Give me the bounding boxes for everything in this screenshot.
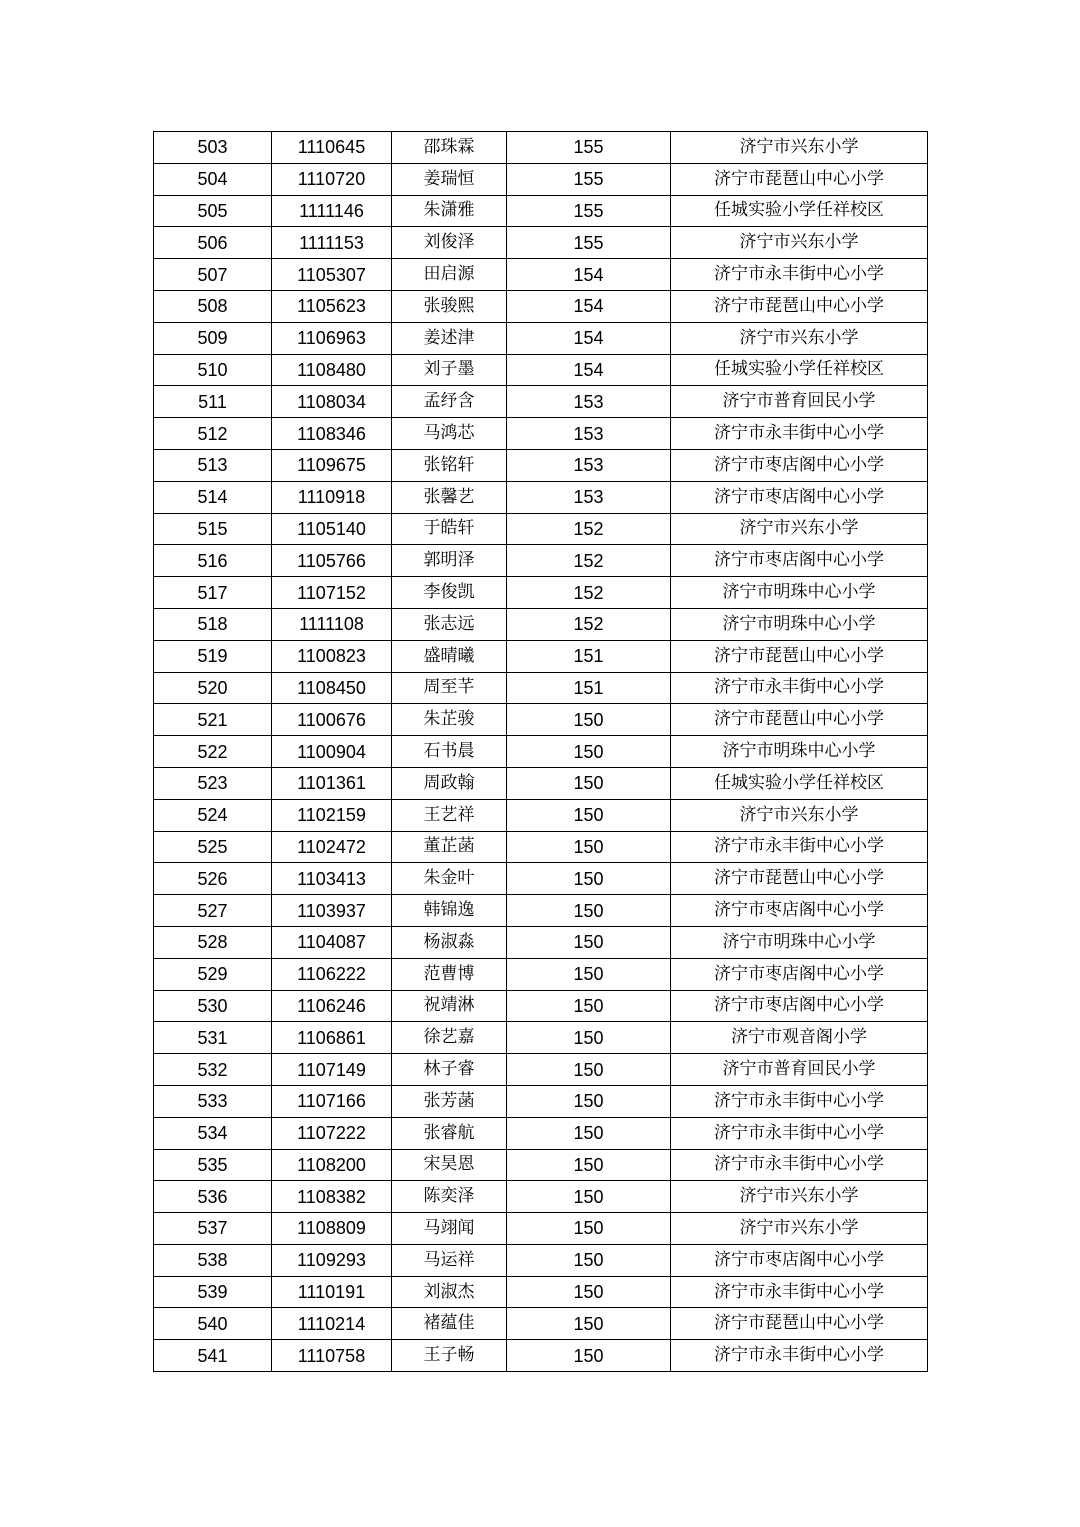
school-cell: 济宁市琵琶山中心小学 [671,1308,928,1340]
table-row [154,577,928,609]
school-cell: 济宁市明珠中心小学 [671,577,928,609]
rank-cell: 504 [154,163,272,195]
exam-id-cell: 1104087 [272,926,392,958]
student-name-cell: 朱潇雅 [392,195,507,227]
rank-cell: 538 [154,1244,272,1276]
school-cell: 济宁市琵琶山中心小学 [671,163,928,195]
student-name-cell: 马鸿芯 [392,418,507,450]
rank-cell: 536 [154,1181,272,1213]
rank-cell: 533 [154,1085,272,1117]
exam-id-cell: 1108809 [272,1213,392,1245]
rank-cell: 509 [154,322,272,354]
table-row [154,195,928,227]
table-row [154,767,928,799]
rank-cell: 537 [154,1213,272,1245]
school-cell: 济宁市永丰街中心小学 [671,1085,928,1117]
score-cell: 151 [507,672,671,704]
score-cell: 154 [507,259,671,291]
exam-id-cell: 1100823 [272,640,392,672]
school-cell: 济宁市枣店阁中心小学 [671,895,928,927]
exam-id-cell: 1106861 [272,1022,392,1054]
student-name-cell: 姜瑞恒 [392,163,507,195]
student-name-cell: 徐艺嘉 [392,1022,507,1054]
student-name-cell: 张铭轩 [392,449,507,481]
score-cell: 150 [507,1149,671,1181]
rank-cell: 524 [154,799,272,831]
score-cell: 153 [507,481,671,513]
score-cell: 151 [507,640,671,672]
score-cell: 153 [507,449,671,481]
score-cell: 150 [507,1117,671,1149]
table-row [154,132,928,164]
rank-cell: 510 [154,354,272,386]
score-cell: 150 [507,1181,671,1213]
rank-cell: 505 [154,195,272,227]
school-cell: 济宁市永丰街中心小学 [671,1276,928,1308]
student-name-cell: 王子畅 [392,1340,507,1372]
student-name-cell: 祝靖淋 [392,990,507,1022]
school-cell: 济宁市普育回民小学 [671,1054,928,1086]
student-name-cell: 李俊凯 [392,577,507,609]
exam-id-cell: 1101361 [272,767,392,799]
student-name-cell: 盛晴曦 [392,640,507,672]
score-cell: 150 [507,736,671,768]
table-row [154,1340,928,1372]
school-cell: 济宁市琵琶山中心小学 [671,290,928,322]
student-name-cell: 于皓轩 [392,513,507,545]
exam-id-cell: 1100676 [272,704,392,736]
student-name-cell: 张志远 [392,608,507,640]
rank-cell: 507 [154,259,272,291]
rank-cell: 535 [154,1149,272,1181]
table-row [154,736,928,768]
school-cell: 济宁市枣店阁中心小学 [671,449,928,481]
rank-cell: 513 [154,449,272,481]
student-name-cell: 刘淑杰 [392,1276,507,1308]
score-cell: 150 [507,990,671,1022]
school-cell: 济宁市枣店阁中心小学 [671,1244,928,1276]
rank-cell: 531 [154,1022,272,1054]
student-name-cell: 韩锦逸 [392,895,507,927]
exam-id-cell: 1107152 [272,577,392,609]
exam-id-cell: 1106246 [272,990,392,1022]
rank-cell: 530 [154,990,272,1022]
score-cell: 150 [507,958,671,990]
score-cell: 150 [507,895,671,927]
score-cell: 155 [507,195,671,227]
student-name-cell: 杨淑淼 [392,926,507,958]
exam-id-cell: 1108200 [272,1149,392,1181]
rank-cell: 515 [154,513,272,545]
rank-cell: 522 [154,736,272,768]
score-cell: 154 [507,290,671,322]
student-name-cell: 周至芊 [392,672,507,704]
student-name-cell: 褚蕴佳 [392,1308,507,1340]
student-name-cell: 田启源 [392,259,507,291]
student-name-cell: 郭明泽 [392,545,507,577]
table-row [154,259,928,291]
table-row [154,1054,928,1086]
score-cell: 152 [507,513,671,545]
exam-id-cell: 1107149 [272,1054,392,1086]
student-name-cell: 董芷菡 [392,831,507,863]
table-row [154,1276,928,1308]
exam-id-cell: 1108450 [272,672,392,704]
student-name-cell: 张骏熙 [392,290,507,322]
exam-id-cell: 1109293 [272,1244,392,1276]
school-cell: 济宁市琵琶山中心小学 [671,863,928,895]
student-name-cell: 范曹博 [392,958,507,990]
rank-cell: 520 [154,672,272,704]
exam-id-cell: 1107166 [272,1085,392,1117]
school-cell: 济宁市兴东小学 [671,799,928,831]
exam-id-cell: 1103937 [272,895,392,927]
score-cell: 154 [507,354,671,386]
student-name-cell: 邵珠霖 [392,132,507,164]
exam-id-cell: 1105140 [272,513,392,545]
student-name-cell: 林子睿 [392,1054,507,1086]
score-cell: 150 [507,1308,671,1340]
exam-id-cell: 1107222 [272,1117,392,1149]
table-row [154,290,928,322]
student-name-cell: 周政翰 [392,767,507,799]
exam-id-cell: 1110758 [272,1340,392,1372]
table-row [154,481,928,513]
score-cell: 150 [507,831,671,863]
table-row [154,1022,928,1054]
table-row [154,322,928,354]
student-name-cell: 张芳菡 [392,1085,507,1117]
table-row [154,545,928,577]
rank-cell: 516 [154,545,272,577]
student-name-cell: 马运祥 [392,1244,507,1276]
school-cell: 济宁市枣店阁中心小学 [671,958,928,990]
score-cell: 155 [507,163,671,195]
score-cell: 150 [507,1244,671,1276]
rank-cell: 529 [154,958,272,990]
table-row [154,863,928,895]
school-cell: 济宁市观音阁小学 [671,1022,928,1054]
exam-id-cell: 1110918 [272,481,392,513]
score-cell: 150 [507,1022,671,1054]
exam-id-cell: 1111146 [272,195,392,227]
rank-cell: 521 [154,704,272,736]
score-cell: 150 [507,704,671,736]
rank-cell: 514 [154,481,272,513]
rank-cell: 523 [154,767,272,799]
score-cell: 150 [507,799,671,831]
score-cell: 150 [507,1054,671,1086]
rank-cell: 518 [154,608,272,640]
school-cell: 济宁市兴东小学 [671,322,928,354]
table-row [154,895,928,927]
exam-id-cell: 1108034 [272,386,392,418]
rank-cell: 527 [154,895,272,927]
table-row [154,990,928,1022]
rank-cell: 517 [154,577,272,609]
school-cell: 济宁市枣店阁中心小学 [671,545,928,577]
table-row [154,418,928,450]
rank-cell: 525 [154,831,272,863]
school-cell: 济宁市兴东小学 [671,1213,928,1245]
school-cell: 济宁市琵琶山中心小学 [671,704,928,736]
table-row [154,1213,928,1245]
student-name-cell: 石书晨 [392,736,507,768]
exam-id-cell: 1108382 [272,1181,392,1213]
table-row [154,1149,928,1181]
student-name-cell: 刘俊泽 [392,227,507,259]
exam-id-cell: 1110191 [272,1276,392,1308]
score-cell: 153 [507,418,671,450]
exam-id-cell: 1111153 [272,227,392,259]
school-cell: 济宁市明珠中心小学 [671,736,928,768]
table-row [154,958,928,990]
score-cell: 150 [507,863,671,895]
school-cell: 济宁市兴东小学 [671,132,928,164]
score-table-body [154,132,928,1372]
student-name-cell: 宋昊恩 [392,1149,507,1181]
score-cell: 152 [507,608,671,640]
score-cell: 152 [507,577,671,609]
student-name-cell: 朱金叶 [392,863,507,895]
school-cell: 济宁市永丰街中心小学 [671,259,928,291]
score-cell: 155 [507,132,671,164]
school-cell: 济宁市明珠中心小学 [671,926,928,958]
exam-id-cell: 1110214 [272,1308,392,1340]
school-cell: 济宁市永丰街中心小学 [671,1117,928,1149]
score-cell: 150 [507,1340,671,1372]
score-cell: 155 [507,227,671,259]
table-row [154,449,928,481]
student-name-cell: 朱芷骏 [392,704,507,736]
exam-id-cell: 1105766 [272,545,392,577]
school-cell: 济宁市明珠中心小学 [671,608,928,640]
score-cell: 154 [507,322,671,354]
rank-cell: 539 [154,1276,272,1308]
exam-id-cell: 1102159 [272,799,392,831]
exam-id-cell: 1110645 [272,132,392,164]
table-row [154,1244,928,1276]
student-name-cell: 张馨艺 [392,481,507,513]
table-row [154,799,928,831]
exam-id-cell: 1106963 [272,322,392,354]
score-cell: 152 [507,545,671,577]
student-name-cell: 姜述津 [392,322,507,354]
school-cell: 济宁市永丰街中心小学 [671,418,928,450]
school-cell: 任城实验小学任祥校区 [671,767,928,799]
score-cell: 153 [507,386,671,418]
school-cell: 济宁市琵琶山中心小学 [671,640,928,672]
school-cell: 济宁市永丰街中心小学 [671,1340,928,1372]
table-row [154,926,928,958]
school-cell: 济宁市永丰街中心小学 [671,1149,928,1181]
table-row [154,354,928,386]
table-row [154,1085,928,1117]
school-cell: 济宁市兴东小学 [671,227,928,259]
school-cell: 济宁市兴东小学 [671,1181,928,1213]
score-cell: 150 [507,1276,671,1308]
exam-id-cell: 1110720 [272,163,392,195]
rank-cell: 519 [154,640,272,672]
student-name-cell: 王艺祥 [392,799,507,831]
rank-cell: 526 [154,863,272,895]
school-cell: 济宁市永丰街中心小学 [671,831,928,863]
rank-cell: 540 [154,1308,272,1340]
table-row [154,640,928,672]
exam-id-cell: 1108480 [272,354,392,386]
rank-cell: 532 [154,1054,272,1086]
score-cell: 150 [507,1213,671,1245]
score-cell: 150 [507,1085,671,1117]
rank-cell: 541 [154,1340,272,1372]
exam-id-cell: 1105307 [272,259,392,291]
exam-id-cell: 1100904 [272,736,392,768]
student-name-cell: 马翊闻 [392,1213,507,1245]
student-name-cell: 刘子墨 [392,354,507,386]
school-cell: 济宁市永丰街中心小学 [671,672,928,704]
table-row [154,386,928,418]
table-row [154,831,928,863]
rank-cell: 503 [154,132,272,164]
rank-cell: 534 [154,1117,272,1149]
table-row [154,227,928,259]
table-row [154,163,928,195]
student-name-cell: 张睿航 [392,1117,507,1149]
rank-cell: 512 [154,418,272,450]
score-table [153,131,928,1372]
score-cell: 150 [507,767,671,799]
school-cell: 任城实验小学任祥校区 [671,195,928,227]
table-row [154,704,928,736]
table-row [154,608,928,640]
table-row [154,672,928,704]
table-row [154,513,928,545]
exam-id-cell: 1105623 [272,290,392,322]
school-cell: 任城实验小学任祥校区 [671,354,928,386]
rank-cell: 508 [154,290,272,322]
exam-id-cell: 1103413 [272,863,392,895]
student-name-cell: 陈奕泽 [392,1181,507,1213]
school-cell: 济宁市枣店阁中心小学 [671,990,928,1022]
table-row [154,1308,928,1340]
rank-cell: 528 [154,926,272,958]
school-cell: 济宁市枣店阁中心小学 [671,481,928,513]
school-cell: 济宁市兴东小学 [671,513,928,545]
exam-id-cell: 1108346 [272,418,392,450]
table-row [154,1181,928,1213]
school-cell: 济宁市普育回民小学 [671,386,928,418]
exam-id-cell: 1109675 [272,449,392,481]
score-cell: 150 [507,926,671,958]
exam-id-cell: 1106222 [272,958,392,990]
rank-cell: 511 [154,386,272,418]
exam-id-cell: 1111108 [272,608,392,640]
table-row [154,1117,928,1149]
exam-id-cell: 1102472 [272,831,392,863]
rank-cell: 506 [154,227,272,259]
student-name-cell: 孟纾含 [392,386,507,418]
